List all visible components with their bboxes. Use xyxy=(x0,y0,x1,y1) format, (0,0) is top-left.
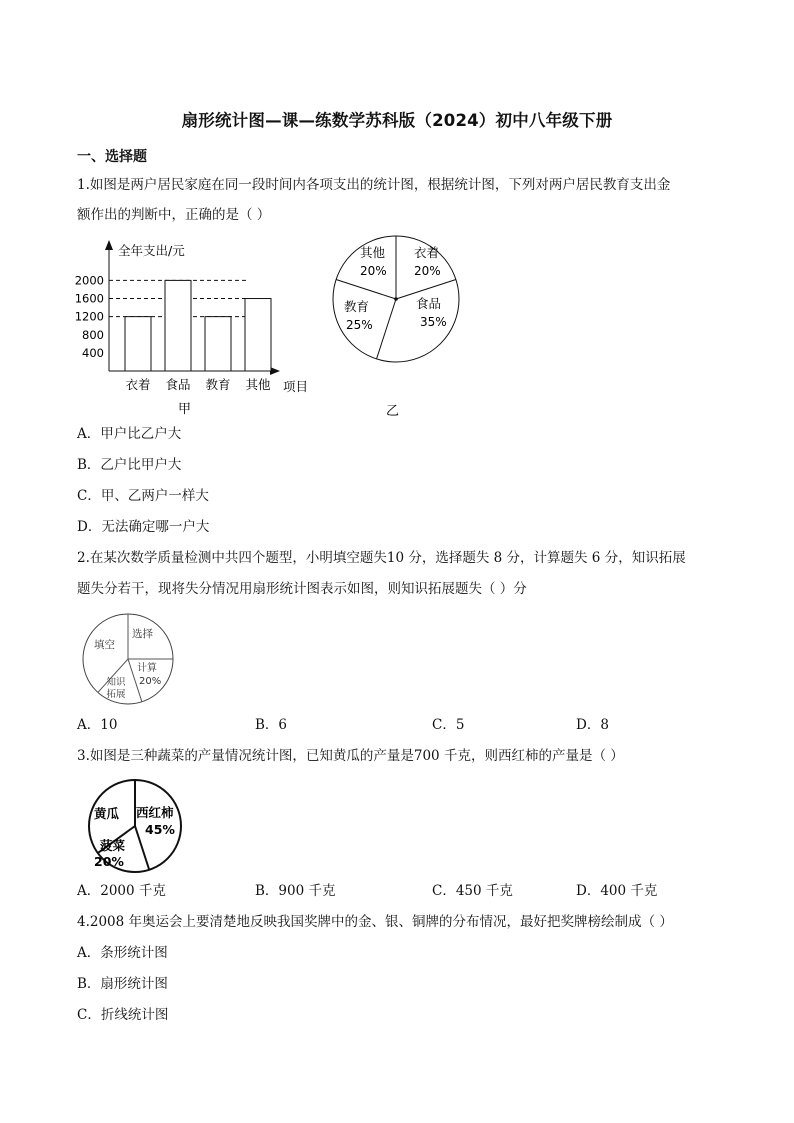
pie-slice-percent: 20% xyxy=(94,854,124,869)
y-axis-arrow xyxy=(105,240,113,250)
pie-slice-percent: 45% xyxy=(145,822,175,837)
q1-option-b[interactable]: B．乙户比甲户大 xyxy=(77,457,182,473)
q1-option-a[interactable]: A．甲户比乙户大 xyxy=(77,426,182,442)
bar-1 xyxy=(165,280,191,371)
bar-chart-caption: 甲 xyxy=(178,402,192,417)
pie-slice-label: 衣着 xyxy=(414,245,440,260)
q4-option-a[interactable]: A．条形统计图 xyxy=(77,945,168,961)
q2-pie-chart xyxy=(76,612,186,708)
x-axis-label: 项目 xyxy=(283,379,309,394)
pie-slice-label: 西红柿 xyxy=(136,805,174,820)
q1-stem-line1: 1.如图是两户居民家庭在同一段时间内各项支出的统计图，根据统计图，下列对两户居民教育支出金 xyxy=(77,177,671,193)
pie-slice-divider xyxy=(336,280,396,299)
q2-option-d[interactable]: D．8 xyxy=(576,717,609,733)
q1-option-d[interactable]: D．无法确定哪一户大 xyxy=(77,519,210,535)
pie-slice-percent: 20% xyxy=(414,264,441,278)
q2-option-a[interactable]: A．10 xyxy=(77,717,118,733)
q2-stem-line2: 题失分若干，现将失分情况用扇形统计图表示如图，则知识拓展题失（ ）分 xyxy=(77,581,527,597)
pie-slice-divider xyxy=(377,299,396,359)
pie-slice-label: 选择 xyxy=(132,628,153,640)
pie-slice-label: 其他 xyxy=(360,245,386,260)
page-title: 扇形统计图—课—练数学苏科版（2024）初中八年级下册 xyxy=(181,111,613,130)
q2-stem-line1: 2.在某次数学质量检测中共四个题型，小明填空题失10 分，选择题失 8 分，计算题失 6 分，知识拓展 xyxy=(77,550,686,566)
q1-stem-line2: 额作出的判断中，正确的是（ ） xyxy=(77,207,271,223)
y-tick-label: 2000 xyxy=(74,273,104,288)
pie-slice-label: 知识 xyxy=(106,677,126,688)
q4-stem-line1: 4.2008 年奥运会上要清楚地反映我国奖牌中的金、银、铜牌的分布情况，最好把奖牌榜绘制成（ ） xyxy=(77,914,673,930)
q3-pie-chart xyxy=(80,778,196,876)
x-tick-label: 衣着 xyxy=(125,377,151,392)
pie-slice-label: 拓展 xyxy=(106,689,126,700)
q4-option-b[interactable]: B．扇形统计图 xyxy=(77,976,168,992)
pie-slice-label: 填空 xyxy=(94,639,115,651)
pie-slice-label: 食品 xyxy=(416,296,442,311)
pie-slice-percent: 35% xyxy=(420,315,447,329)
bar-3 xyxy=(245,299,271,371)
q2-option-c[interactable]: C．5 xyxy=(432,717,465,733)
pie-slice-label: 黄瓜 xyxy=(94,806,120,821)
x-tick-label: 其他 xyxy=(245,377,271,392)
pie-slice-percent: 20% xyxy=(360,264,387,278)
q1-bar-chart xyxy=(70,238,330,420)
x-tick-label: 食品 xyxy=(165,377,191,392)
q2-option-b[interactable]: B．6 xyxy=(255,717,288,733)
pie-slice-percent: 25% xyxy=(346,318,373,332)
pie-slice-label: 教育 xyxy=(344,299,370,314)
y-tick-label: 800 xyxy=(82,327,104,342)
pie-center-dot xyxy=(394,297,398,301)
q3-option-b[interactable]: B．900 千克 xyxy=(255,883,336,899)
pie-slice-percent: 20% xyxy=(139,676,162,687)
pie-slice-label: 菠菜 xyxy=(100,838,126,853)
q3-option-a[interactable]: A．2000 千克 xyxy=(77,883,166,899)
section-heading: 一、选择题 xyxy=(77,149,147,165)
x-tick-label: 教育 xyxy=(205,377,231,392)
pie-slice-label: 计算 xyxy=(137,663,157,674)
y-tick-label: 1200 xyxy=(74,309,104,324)
q3-option-c[interactable]: C．450 千克 xyxy=(432,883,513,899)
q1-pie-chart xyxy=(326,228,466,423)
bar-2 xyxy=(205,317,231,371)
q3-option-d[interactable]: D．400 千克 xyxy=(576,883,658,899)
q4-option-c[interactable]: C．折线统计图 xyxy=(77,1007,169,1023)
q1-option-c[interactable]: C．甲、乙两户一样大 xyxy=(77,488,209,504)
y-axis-label: 全年支出/元 xyxy=(118,243,185,258)
q3-stem-line1: 3.如图是三种蔬菜的产量情况统计图，已知黄瓜的产量是700 千克，则西红柿的产量是（ ） xyxy=(77,748,624,764)
bar-0 xyxy=(125,317,151,371)
y-tick-label: 1600 xyxy=(74,291,104,306)
y-tick-label: 400 xyxy=(82,345,104,360)
pie-chart-caption: 乙 xyxy=(386,404,400,419)
